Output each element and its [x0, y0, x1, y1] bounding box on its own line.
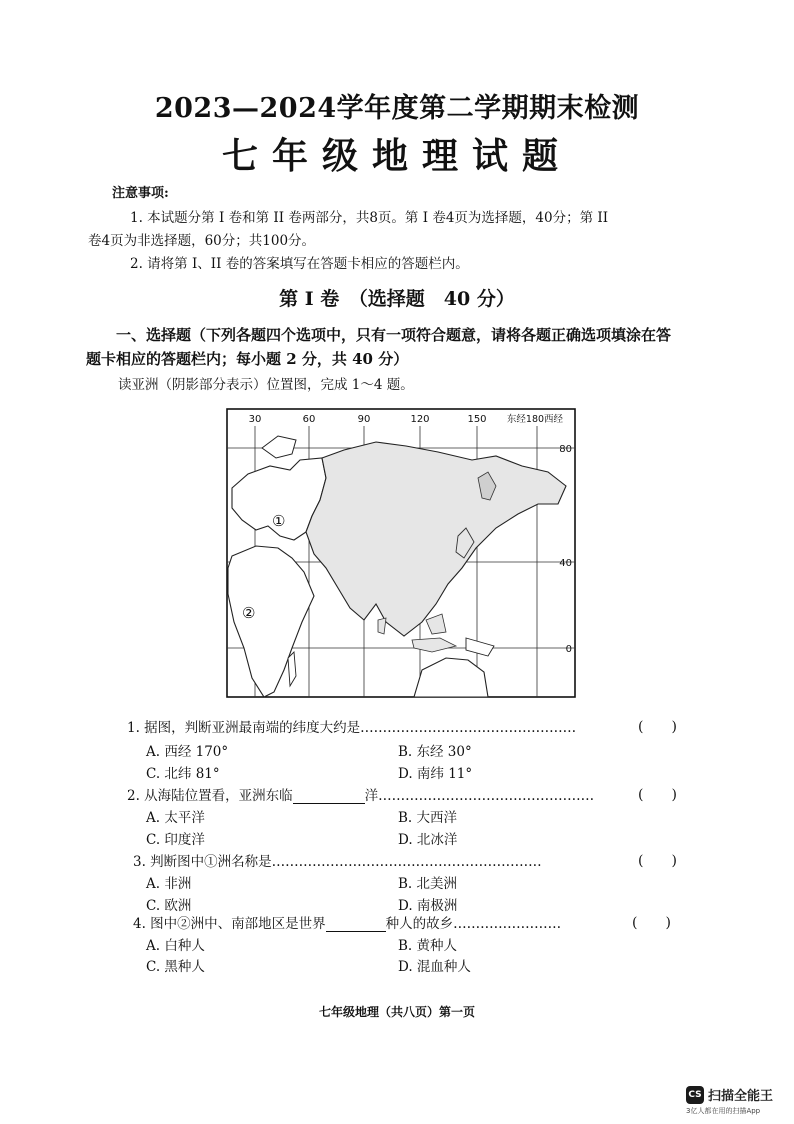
asia-location-map — [226, 408, 576, 698]
question-2-answer-paren: ( ) — [638, 787, 677, 803]
question-2-option-d: D. 北冰洋 — [398, 832, 458, 848]
question-4-stem — [133, 912, 561, 932]
question-4-option-c: C. 黑种人 — [146, 959, 205, 975]
lat-label-80: 80 — [559, 444, 572, 455]
question-1-answer-paren: ( ) — [638, 719, 677, 735]
lon-corner-label: 东经180西经 — [506, 414, 564, 425]
scanner-logo-icon: CS — [686, 1086, 704, 1104]
exam-title: 2023—2024学年度第二学期期末检测 — [154, 93, 640, 124]
page-footer: 七年级地理（共八页）第一页 — [318, 1005, 475, 1019]
region-marker-2: ② — [242, 604, 256, 622]
question-3-option-c: C. 欧洲 — [146, 898, 192, 914]
question-4-option-d: D. 混血种人 — [398, 959, 471, 975]
question-2-option-b: B. 大西洋 — [398, 810, 458, 826]
lon-label-30: 30 — [248, 414, 262, 425]
question-2-stem — [127, 784, 594, 804]
lon-label-60: 60 — [302, 414, 316, 425]
scanner-app-name: 扫描全能王 — [708, 1089, 774, 1104]
question-4-option-b: B. 黄种人 — [398, 938, 458, 954]
question-3-dots: …………………………………………………… — [271, 854, 542, 870]
map-intro: 读亚洲（阴影部分表示）位置图，完成 1～4 题。 — [118, 377, 414, 393]
question-3-text: 3. 判断图中①洲名称是 — [133, 854, 272, 870]
question-3-option-d: D. 南极洲 — [398, 898, 458, 914]
question-2-option-c: C. 印度洋 — [146, 832, 205, 848]
question-1-text: 1. 据图，判断亚洲最南端的纬度大约是 — [127, 720, 361, 736]
question-3-answer-paren: ( ) — [638, 853, 677, 869]
notice-line-3: 2. 请将第 I、II 卷的答案填写在答题卡相应的答题栏内。 — [130, 256, 469, 272]
question-2-text-b: 洋 — [364, 788, 379, 804]
section-instruction-1: 一、选择题（下列各题四个选项中，只有一项符合题意，请将各题正确选项填涂在答 — [116, 326, 672, 344]
section-title: 第 I 卷 （选择题 40 分） — [279, 288, 515, 310]
lat-label-0: 0 — [565, 644, 572, 655]
question-1-stem — [127, 716, 576, 736]
question-4-text-a: 4. 图中②洲中、南部地区是世界 — [133, 916, 326, 932]
notice-heading: 注意事项: — [112, 186, 169, 201]
question-4-blank — [326, 917, 386, 932]
region-marker-1: ① — [272, 512, 286, 530]
lon-label-120: 120 — [410, 414, 430, 425]
question-4-option-a: A. 白种人 — [146, 938, 205, 954]
question-1-option-c: C. 北纬 81° — [146, 766, 220, 782]
question-1-option-d: D. 南纬 11° — [398, 766, 473, 782]
exam-subtitle: 七年级地理试题 — [221, 135, 572, 177]
question-4-answer-paren: ( ) — [632, 915, 671, 931]
question-2-option-a: A. 太平洋 — [146, 810, 205, 826]
question-3-stem — [133, 850, 542, 870]
notice-line-2: 卷4页为非选择题，60分；共100分。 — [88, 233, 316, 249]
question-3-option-a: A. 非洲 — [146, 876, 192, 892]
question-1-dots: ………………………………………… — [360, 720, 577, 736]
question-1-option-a: A. 西经 170° — [146, 744, 229, 760]
question-2-blank — [293, 789, 365, 804]
question-4-dots: …………………… — [453, 916, 562, 932]
lat-label-40: 40 — [559, 558, 572, 569]
question-2-text-a: 2. 从海陆位置看，亚洲东临 — [127, 788, 293, 804]
notice-line-1: 1. 本试题分第 I 卷和第 II 卷两部分，共8页。第 I 卷4页为选择题，40分；第 II — [130, 210, 609, 226]
question-4-text-b: 种人的故乡 — [385, 916, 454, 932]
lon-label-90: 90 — [357, 414, 371, 425]
question-2-dots: ………………………………………… — [378, 788, 595, 804]
scanner-tagline: 3亿人都在用的扫描App — [686, 1107, 761, 1115]
section-instruction-2: 题卡相应的答题栏内；每小题 2 分，共 40 分） — [86, 350, 409, 368]
question-1-option-b: B. 东经 30° — [398, 744, 472, 760]
question-3-option-b: B. 北美洲 — [398, 876, 458, 892]
lon-label-150: 150 — [467, 414, 487, 425]
